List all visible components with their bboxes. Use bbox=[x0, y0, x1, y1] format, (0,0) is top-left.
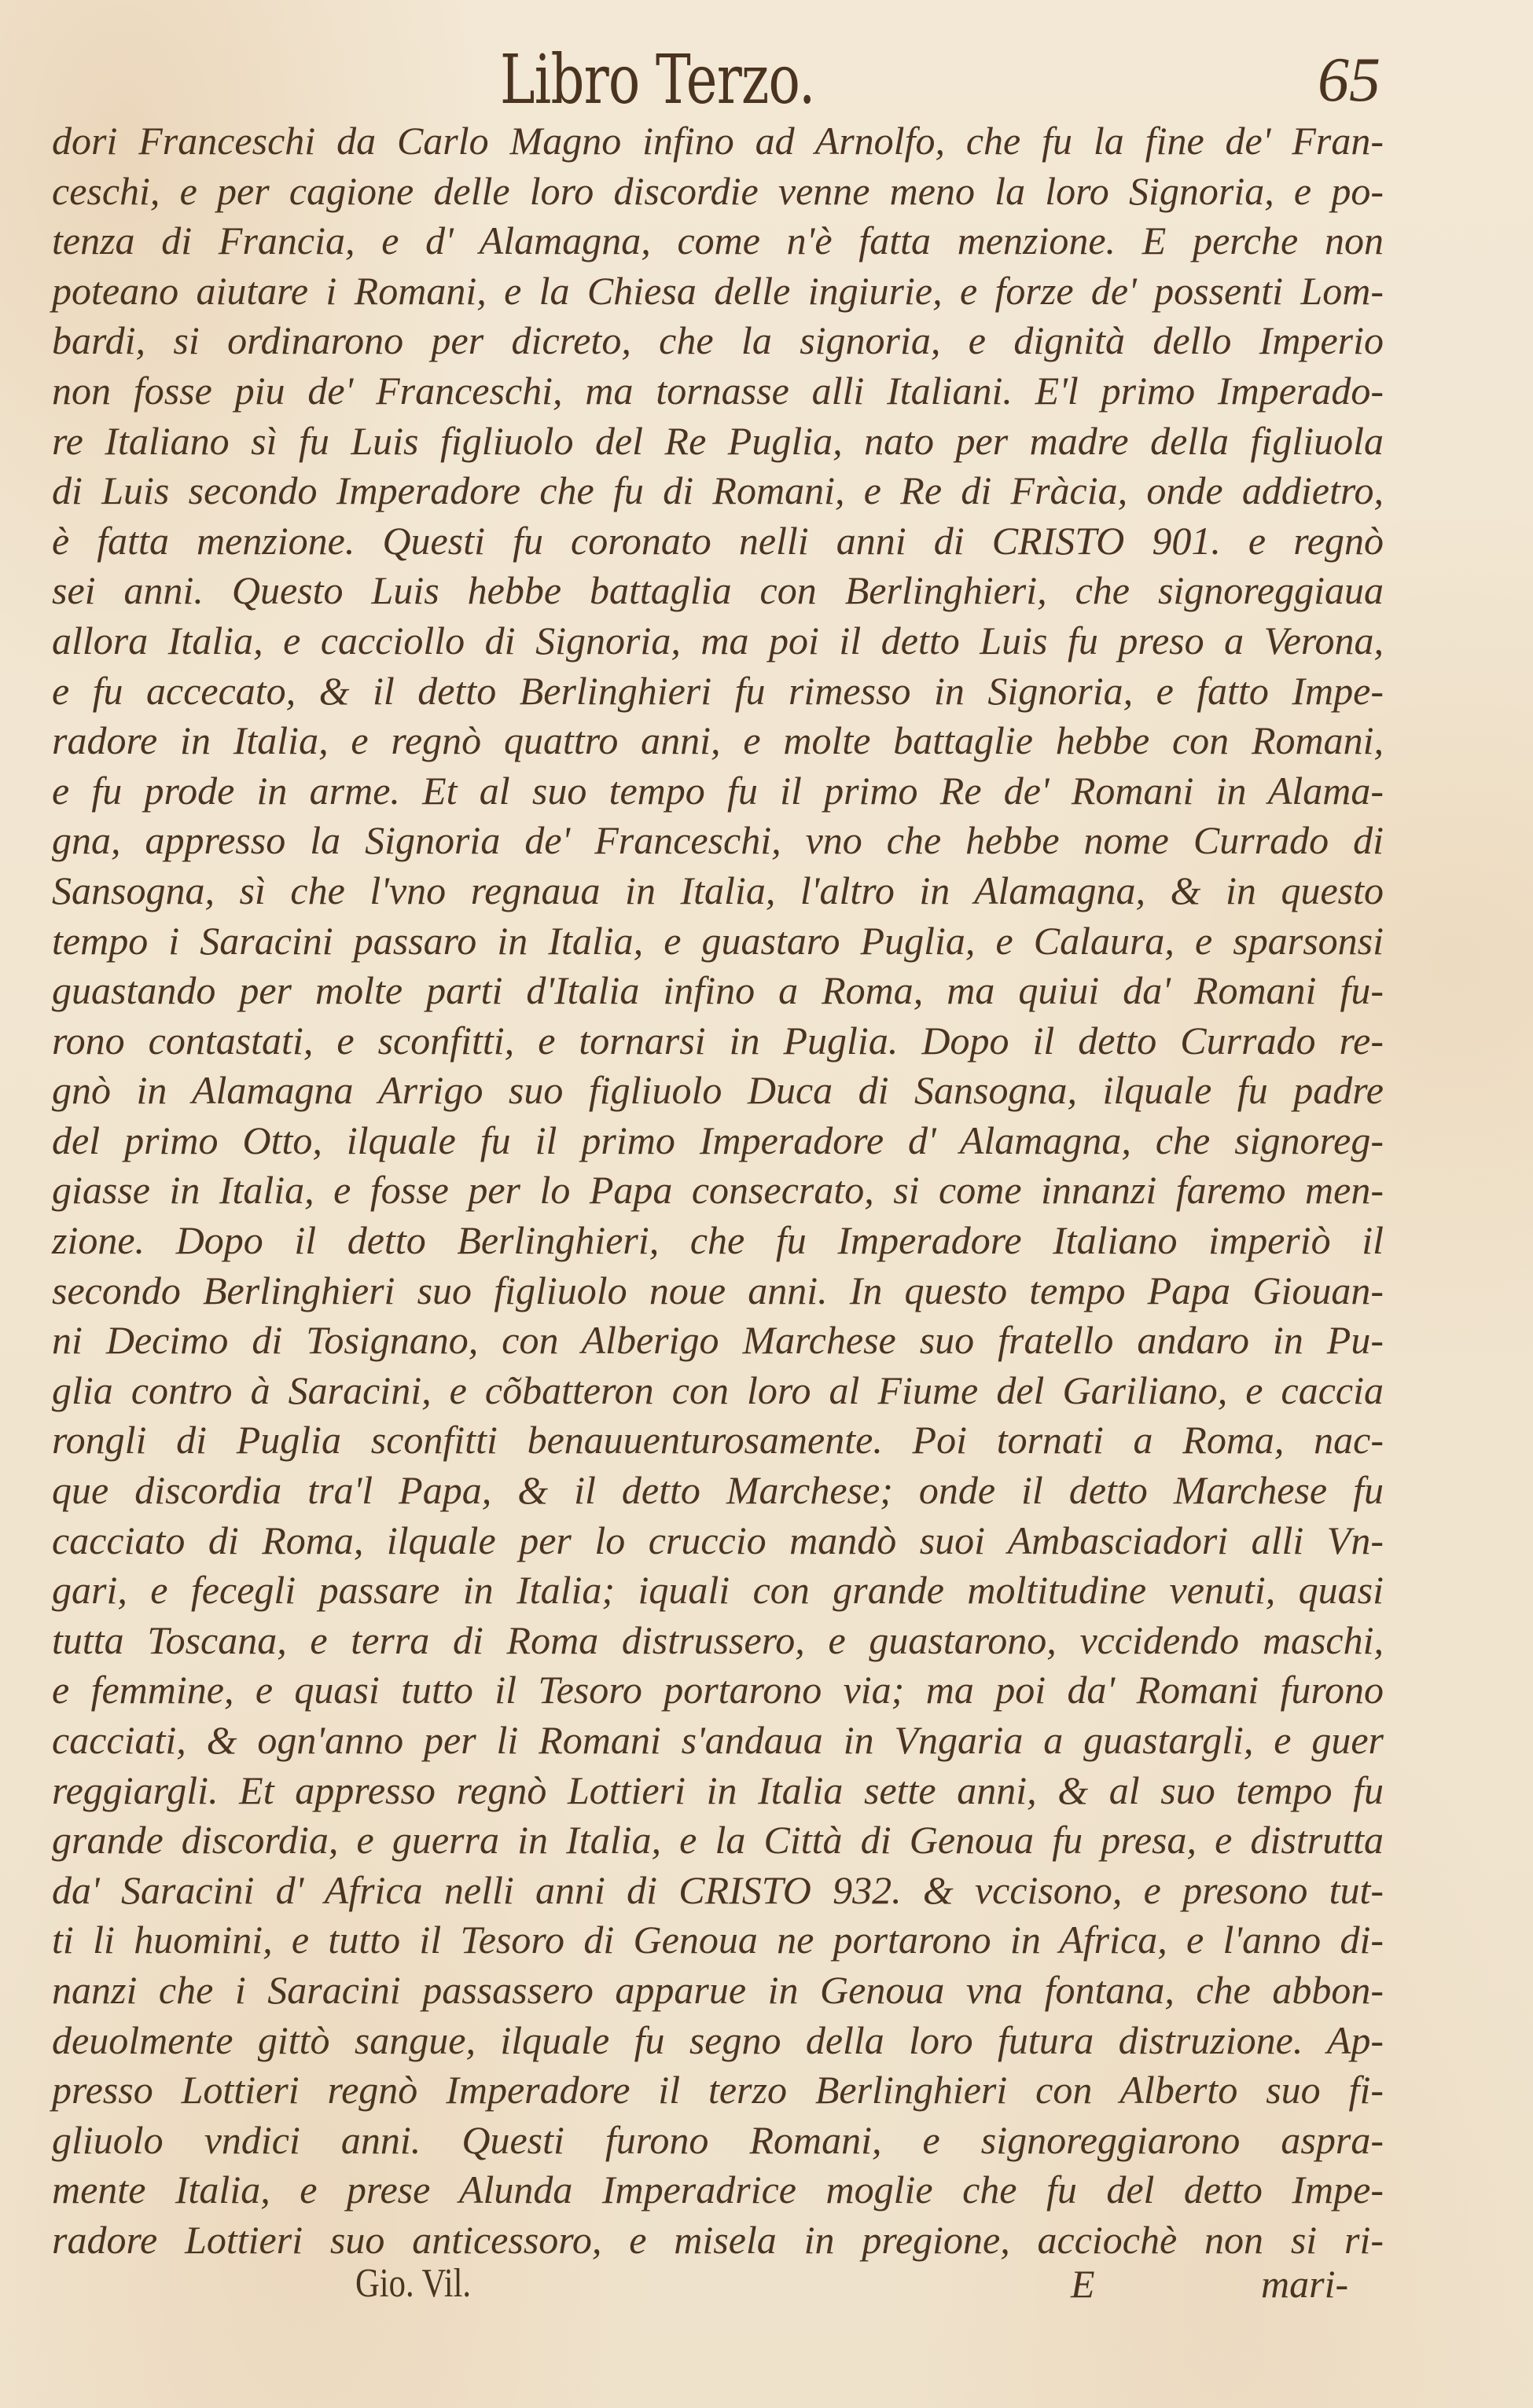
text-line: non fosse piu de' Franceschi, ma tornasse alli Italiani. E'l primo Imperado- bbox=[52, 368, 1384, 413]
text-line: e fu accecato, & il detto Berlinghieri fu rimesso in Signoria, e fatto Impe- bbox=[52, 668, 1384, 713]
text-line: dori Franceschi da Carlo Magno infino ad Arnolfo, che fu la fine de' Fran- bbox=[52, 119, 1384, 163]
page-footer bbox=[0, 2259, 1533, 2314]
text-line: que discordia tra'l Papa, & il detto Marchese; onde il detto Marchese fu bbox=[52, 1468, 1384, 1513]
text-line: da' Saracini d' Africa nelli anni di CRISTO 932. & vccisono, e presono tut- bbox=[52, 1867, 1384, 1912]
running-head bbox=[0, 31, 1533, 118]
text-line: bardi, si ordinarono per dicreto, che la signoria, e dignità dello Imperio bbox=[52, 318, 1384, 363]
catchword: mari- bbox=[1261, 2262, 1349, 2306]
text-line: cacciato di Roma, ilquale per lo cruccio mandò suoi Ambasciadori alli Vn- bbox=[52, 1518, 1384, 1562]
text-line: ceschi, e per cagione delle loro discordie venne meno la loro Signoria, e po- bbox=[52, 168, 1384, 213]
text-line: grande discordia, e guerra in Italia, e la Città di Genoua fu presa, e distrutta bbox=[52, 1818, 1384, 1863]
text-line: tutta Toscana, e terra di Roma distrussero, e guastarono, vccidendo maschi, bbox=[52, 1617, 1384, 1662]
text-line: secondo Berlinghieri suo figliuolo noue anni. In questo tempo Papa Giouan- bbox=[52, 1268, 1384, 1312]
page-number: 65 bbox=[1318, 46, 1380, 115]
text-line: tempo i Saracini passaro in Italia, e guastaro Puglia, e Calaura, e sparsonsi bbox=[52, 918, 1384, 963]
text-line: radore in Italia, e regnò quattro anni, e molte battaglie hebbe con Romani, bbox=[52, 718, 1384, 763]
text-line: gnò in Alamagna Arrigo suo figliuolo Duca di Sansogna, ilquale fu padre bbox=[52, 1068, 1384, 1113]
text-line: del primo Otto, ilquale fu il primo Imperadore d' Alamagna, che signoreg- bbox=[52, 1118, 1384, 1162]
text-line: è fatta menzione. Questi fu coronato nelli anni di CRISTO 901. e regnò bbox=[52, 518, 1384, 563]
signature-mark: Gio. Vil. bbox=[355, 2261, 472, 2306]
text-line: presso Lottieri regnò Imperadore il terzo Berlinghieri con Alberto suo fi- bbox=[52, 2068, 1384, 2113]
text-line: allora Italia, e cacciollo di Signoria, ma poi il detto Luis fu preso a Verona, bbox=[52, 618, 1384, 663]
text-line: rongli di Puglia sconfitti benauuenturosamente. Poi tornati a Roma, nac- bbox=[52, 1418, 1384, 1463]
text-line: e femmine, e quasi tutto il Tesoro portarono via; ma poi da' Romani furono bbox=[52, 1668, 1384, 1712]
text-line: rono contastati, e sconfitti, e tornarsi in Puglia. Dopo il detto Currado re- bbox=[52, 1018, 1384, 1063]
text-line: glia contro à Saracini, e cõbatteron con loro al Fiume del Gariliano, e caccia bbox=[52, 1367, 1384, 1412]
text-line: e fu prode in arme. Et al suo tempo fu il primo Re de' Romani in Alama- bbox=[52, 768, 1384, 813]
body-text bbox=[52, 116, 1384, 2315]
text-line: cacciati, & ogn'anno per li Romani s'andaua in Vngaria a guastargli, e guer bbox=[52, 1718, 1384, 1762]
text-line: gari, e fecegli passare in Italia; iquali con grande moltitudine venuti, quasi bbox=[52, 1568, 1384, 1613]
text-line: radore Lottieri suo anticessoro, e misela in pregione, acciochè non si ri- bbox=[52, 2217, 1384, 2262]
text-line: sei anni. Questo Luis hebbe battaglia con Berlinghieri, che signoreggiaua bbox=[52, 568, 1384, 613]
text-line: ti li huomini, e tutto il Tesoro di Genoua ne portarono in Africa, e l'anno di- bbox=[52, 1918, 1384, 1962]
text-line: deuolmente gittò sangue, ilquale fu segno della loro futura distruzione. Ap- bbox=[52, 2017, 1384, 2062]
text-line: guastando per molte parti d'Italia infino a Roma, ma quiui da' Romani fu- bbox=[52, 968, 1384, 1013]
text-line: zione. Dopo il detto Berlinghieri, che fu Imperadore Italiano imperiò il bbox=[52, 1218, 1384, 1263]
text-line: gna, appresso la Signoria de' Franceschi, vno che hebbe nome Currado di bbox=[52, 818, 1384, 863]
text-line: reggiargli. Et appresso regnò Lottieri in Italia sette anni, & al suo tempo fu bbox=[52, 1767, 1384, 1812]
text-line: di Luis secondo Imperadore che fu di Romani, e Re di Fràcia, onde addietro, bbox=[52, 468, 1384, 513]
text-line: gliuolo vndici anni. Questi furono Romani, e signoreggiarono aspra- bbox=[52, 2117, 1384, 2162]
gathering-mark: E bbox=[1071, 2262, 1095, 2306]
text-line: re Italiano sì fu Luis figliuolo del Re Puglia, nato per madre della figliuola bbox=[52, 418, 1384, 463]
book-title: Libro Terzo. bbox=[500, 41, 815, 119]
text-line: ni Decimo di Tosignano, con Alberigo Marchese suo fratello andaro in Pu- bbox=[52, 1318, 1384, 1363]
text-line: mente Italia, e prese Alunda Imperadrice moglie che fu del detto Impe- bbox=[52, 2168, 1384, 2212]
text-line: Sansogna, sì che l'vno regnaua in Italia, l'altro in Alamagna, & in questo bbox=[52, 868, 1384, 912]
text-line: tenza di Francia, e d' Alamagna, come n'è fatta menzione. E perche non bbox=[52, 218, 1384, 263]
text-line: poteano aiutare i Romani, e la Chiesa delle ingiurie, e forze de' possenti Lom- bbox=[52, 268, 1384, 313]
text-line: giasse in Italia, e fosse per lo Papa consecrato, si come innanzi faremo men- bbox=[52, 1168, 1384, 1213]
text-line: nanzi che i Saracini passassero apparue in Genoua vna fontana, che abbon- bbox=[52, 1967, 1384, 2012]
